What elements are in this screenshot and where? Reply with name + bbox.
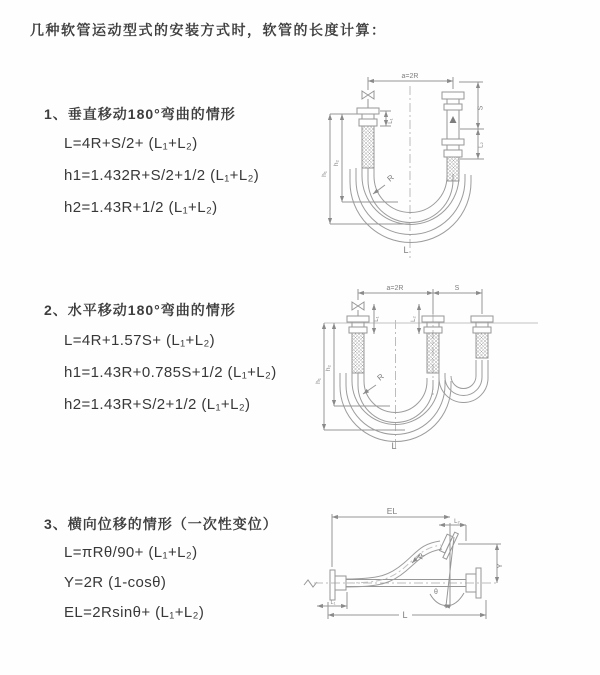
dimension-l1 (374, 304, 380, 334)
dim-label-h1: h₁ (315, 378, 322, 384)
dimension-l1 (380, 111, 394, 126)
dim-label-a2r: a=2R (386, 285, 404, 292)
angle-theta (430, 537, 464, 606)
section-3-heading: 3、横向位移的情形（一次性变位） (44, 516, 278, 532)
formula-line: EL=2Rsinθ+ (L₁+L₂) (64, 604, 205, 621)
dim-label-s: S (477, 105, 485, 111)
dimension-l2 (411, 304, 419, 334)
formula-line: h1=1.43R+0.785S+1/2 (L₁+L₂) (64, 364, 277, 381)
braided-hose-left (362, 126, 374, 168)
formula-line: h2=1.43R+S/2+1/2 (L₁+L₂) (64, 396, 251, 413)
braided-hose-right (476, 333, 488, 358)
formula-line: L=πRθ/90+ (L₁+L₂) (64, 544, 198, 561)
valve-icon (352, 302, 364, 316)
braided-hose-left (352, 333, 364, 373)
formula-line: h1=1.432R+S/2+1/2 (L₁+L₂) (64, 167, 260, 184)
diagram-horizontal-180-bend (310, 278, 600, 463)
dim-label-l1: L₁ (330, 600, 336, 606)
dim-label-l2: L₂ (454, 519, 460, 525)
section-2-heading: 2、水平移动180°弯曲的情形 (44, 302, 236, 318)
dim-label-s: S (454, 285, 460, 292)
dimension-s (433, 285, 482, 314)
valve-icon (362, 91, 374, 108)
section-1-heading: 1、垂直移动180°弯曲的情形 (44, 106, 236, 122)
diagram-lateral-displacement (300, 503, 600, 648)
dim-label-l: L (403, 245, 409, 255)
flange-tilted (437, 530, 458, 560)
formula-line: L=4R+S/2+ (L₁+L₂) (64, 135, 198, 152)
dim-label-el: EL (386, 506, 398, 516)
dim-label-l: L (391, 441, 397, 451)
flange-fitting-left (357, 108, 379, 126)
dimension-s (459, 82, 485, 129)
dimension-el (332, 506, 450, 607)
flange-left (330, 570, 346, 600)
flange-fitting-right-top (442, 92, 464, 110)
dim-label-l1: L₁ (374, 316, 380, 322)
dim-label-r: R (375, 371, 386, 383)
dimension-a2r (358, 285, 433, 314)
flange-fitting-right-bottom (442, 139, 464, 157)
dim-label-a2r: a=2R (401, 73, 419, 80)
formula-line: L=4R+1.57S+ (L₁+L₂) (64, 332, 216, 349)
braided-hose-middle (427, 333, 439, 373)
diagram-vertical-180-bend (310, 66, 600, 266)
page-title: 几种软管运动型式的安装方式时，软管的长度计算： (30, 22, 387, 38)
dim-label-r: R (385, 172, 396, 184)
dim-label-h2: h₂ (333, 159, 340, 167)
dim-label-r: R (415, 551, 427, 561)
dim-label-l1: L₁ (388, 118, 394, 124)
dim-label-h1: h₁ (321, 171, 328, 177)
formula-line: Y=2R (1-cosθ) (64, 574, 167, 591)
dimension-radius (373, 173, 396, 194)
dim-label-theta: θ (434, 589, 438, 596)
dim-label-l2: L₂ (478, 142, 485, 148)
dim-label-y: Y (495, 563, 504, 569)
dim-label-l2: L₂ (411, 316, 417, 322)
dimension-radius (363, 372, 386, 394)
hose-s-curve (346, 541, 442, 587)
flange-fitting-left (347, 316, 369, 333)
dim-label-l: L (402, 610, 408, 620)
flange-fitting-right (471, 316, 493, 333)
dim-label-h2: h₂ (325, 364, 332, 372)
flow-arrow-icon (450, 116, 457, 123)
formula-line: h2=1.43R+1/2 (L₁+L₂) (64, 199, 218, 216)
dimension-l1 (317, 592, 347, 609)
hose-u-bend-displaced (439, 360, 488, 403)
dimension-l (328, 600, 486, 620)
